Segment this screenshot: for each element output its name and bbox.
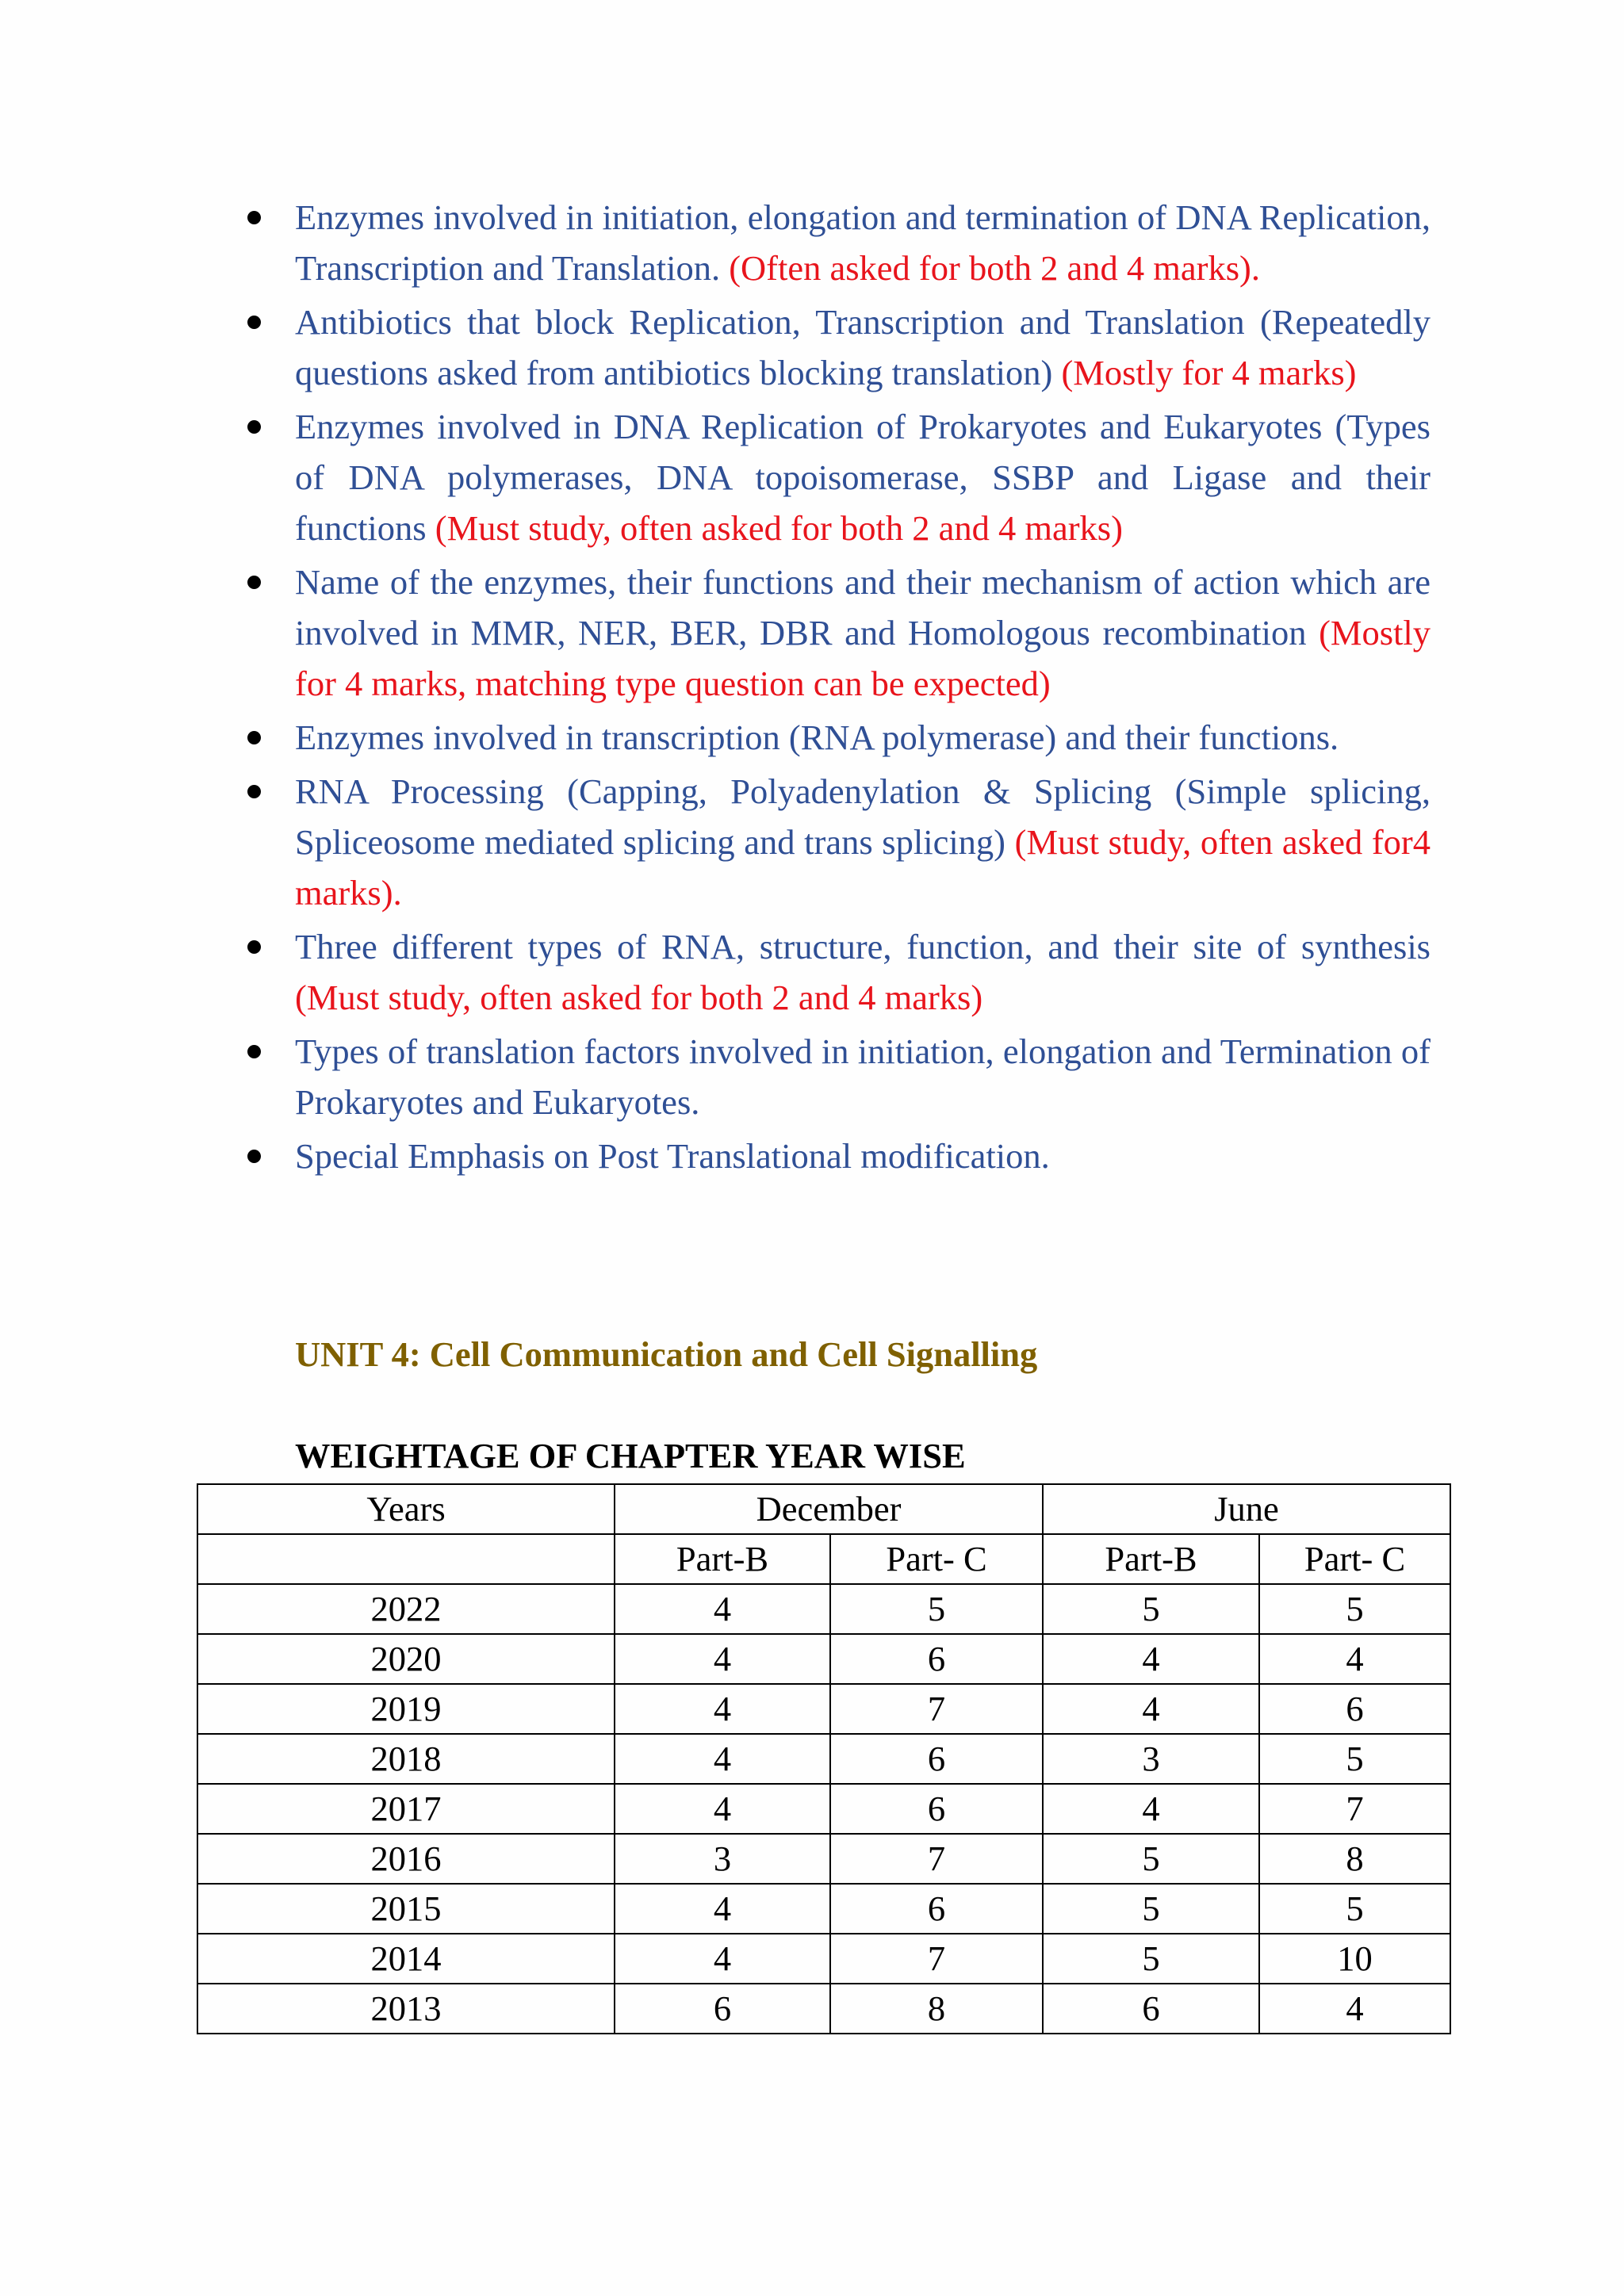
list-item (238, 712, 1431, 763)
cell-dec-part-c: 6 (830, 1784, 1043, 1834)
subheader-june-part-b: Part-B (1043, 1534, 1259, 1584)
bullet-emphasis: (Mostly for 4 marks) (1061, 353, 1357, 392)
header-years: Years (197, 1484, 615, 1534)
cell-june-part-b: 5 (1043, 1884, 1259, 1934)
cell-dec-part-c: 7 (830, 1684, 1043, 1734)
cell-june-part-b: 4 (1043, 1684, 1259, 1734)
bullet-emphasis: (Must study, often asked for both 2 and 4 marks) (435, 508, 1123, 548)
cell-june-part-b: 4 (1043, 1634, 1259, 1684)
cell-dec-part-c: 6 (830, 1884, 1043, 1934)
table-row (197, 1834, 1450, 1884)
bullet-text: Enzymes involved in initiation, elongation and termination of DNA Replication, Transcription and Translation. (295, 197, 1431, 288)
cell-dec-part-c: 6 (830, 1634, 1043, 1684)
bullet-text: RNA Processing (Capping, Polyadenylation & Splicing (Simple splicing, Spliceosome mediated splicing and trans splicing) (295, 771, 1431, 862)
cell-dec-part-c: 8 (830, 1984, 1043, 2034)
list-item (238, 401, 1431, 553)
list-item (238, 297, 1431, 398)
cell-june-part-c: 10 (1259, 1934, 1450, 1984)
cell-june-part-c: 4 (1259, 1984, 1450, 2034)
weightage-heading: WEIGHTAGE OF CHAPTER YEAR WISE (295, 1436, 966, 1475)
cell-dec-part-b: 3 (615, 1834, 830, 1884)
cell-june-part-b: 6 (1043, 1984, 1259, 2034)
list-item (238, 921, 1431, 1023)
table-row (197, 1634, 1450, 1684)
bullet-emphasis: (Mostly for 4 marks, matching type question can be expected) (295, 613, 1431, 703)
cell-year: 2020 (197, 1634, 615, 1684)
cell-year: 2017 (197, 1784, 615, 1834)
cell-dec-part-b: 4 (615, 1884, 830, 1934)
cell-dec-part-b: 4 (615, 1784, 830, 1834)
cell-june-part-c: 5 (1259, 1584, 1450, 1634)
cell-year: 2016 (197, 1834, 615, 1884)
cell-year: 2014 (197, 1934, 615, 1984)
cell-dec-part-b: 4 (615, 1684, 830, 1734)
subheader-dec-part-b: Part-B (615, 1534, 830, 1584)
cell-june-part-b: 5 (1043, 1584, 1259, 1634)
weightage-table (197, 1483, 1451, 2034)
bullet-text: Antibiotics that block Replication, Transcription and Translation (Repeatedly questions asked from antibiotics blocking translation) (295, 302, 1431, 392)
table-row (197, 1584, 1450, 1634)
cell-june-part-c: 6 (1259, 1684, 1450, 1734)
table-row (197, 1784, 1450, 1834)
cell-dec-part-b: 4 (615, 1934, 830, 1984)
cell-june-part-c: 8 (1259, 1834, 1450, 1884)
list-item (238, 1026, 1431, 1127)
cell-year: 2015 (197, 1884, 615, 1934)
list-item (238, 192, 1431, 293)
cell-june-part-b: 3 (1043, 1734, 1259, 1784)
cell-year: 2019 (197, 1684, 615, 1734)
bullet-text: Name of the enzymes, their functions and their mechanism of action which are involved in MMR, NER, BER, DBR and Homologous recombination (295, 562, 1431, 652)
cell-june-part-c: 4 (1259, 1634, 1450, 1684)
subheader-blank (197, 1534, 615, 1584)
list-item (238, 557, 1431, 709)
bullet-text: Special Emphasis on Post Translational modification. (295, 1136, 1050, 1176)
list-item (238, 1131, 1431, 1181)
table-row (197, 1734, 1450, 1784)
cell-dec-part-c: 6 (830, 1734, 1043, 1784)
cell-year: 2013 (197, 1984, 615, 2034)
cell-june-part-b: 5 (1043, 1834, 1259, 1884)
cell-june-part-c: 7 (1259, 1784, 1450, 1834)
bullet-text: Enzymes involved in DNA Replication of Prokaryotes and Eukaryotes (Types of DNA polymerases, DNA topoisomerase, SSBP and Ligase and their functions (295, 407, 1431, 548)
bullet-text: Three different types of RNA, structure, function, and their site of synthesis (295, 927, 1431, 966)
list-item (238, 766, 1431, 918)
bullet-emphasis: (Must study, often asked for4 marks). (295, 822, 1431, 913)
table-subheader-row (197, 1534, 1450, 1584)
cell-june-part-b: 4 (1043, 1784, 1259, 1834)
cell-june-part-c: 5 (1259, 1734, 1450, 1784)
subheader-dec-part-c: Part- C (830, 1534, 1043, 1584)
cell-dec-part-b: 4 (615, 1584, 830, 1634)
cell-year: 2018 (197, 1734, 615, 1784)
syllabus-bullet-list (238, 192, 1431, 1184)
bullet-emphasis: (Often asked for both 2 and 4 marks). (729, 248, 1261, 288)
table-row (197, 1684, 1450, 1734)
header-june: June (1043, 1484, 1450, 1534)
table-row (197, 1934, 1450, 1984)
subheader-june-part-c: Part- C (1259, 1534, 1450, 1584)
table-row (197, 1984, 1450, 2034)
cell-dec-part-b: 6 (615, 1984, 830, 2034)
table-row (197, 1884, 1450, 1934)
bullet-text: Enzymes involved in transcription (RNA polymerase) and their functions. (295, 718, 1339, 757)
cell-dec-part-b: 4 (615, 1734, 830, 1784)
bullet-text: Types of translation factors involved in initiation, elongation and Termination of Prokaryotes and Eukaryotes. (295, 1031, 1431, 1122)
unit-heading: UNIT 4: Cell Communication and Cell Signalling (295, 1334, 1038, 1374)
table-header-row (197, 1484, 1450, 1534)
cell-june-part-c: 5 (1259, 1884, 1450, 1934)
cell-year: 2022 (197, 1584, 615, 1634)
cell-dec-part-b: 4 (615, 1634, 830, 1684)
cell-june-part-b: 5 (1043, 1934, 1259, 1984)
cell-dec-part-c: 7 (830, 1834, 1043, 1884)
cell-dec-part-c: 7 (830, 1934, 1043, 1984)
bullet-emphasis: (Must study, often asked for both 2 and 4 marks) (295, 978, 983, 1017)
cell-dec-part-c: 5 (830, 1584, 1043, 1634)
header-december: December (615, 1484, 1043, 1534)
